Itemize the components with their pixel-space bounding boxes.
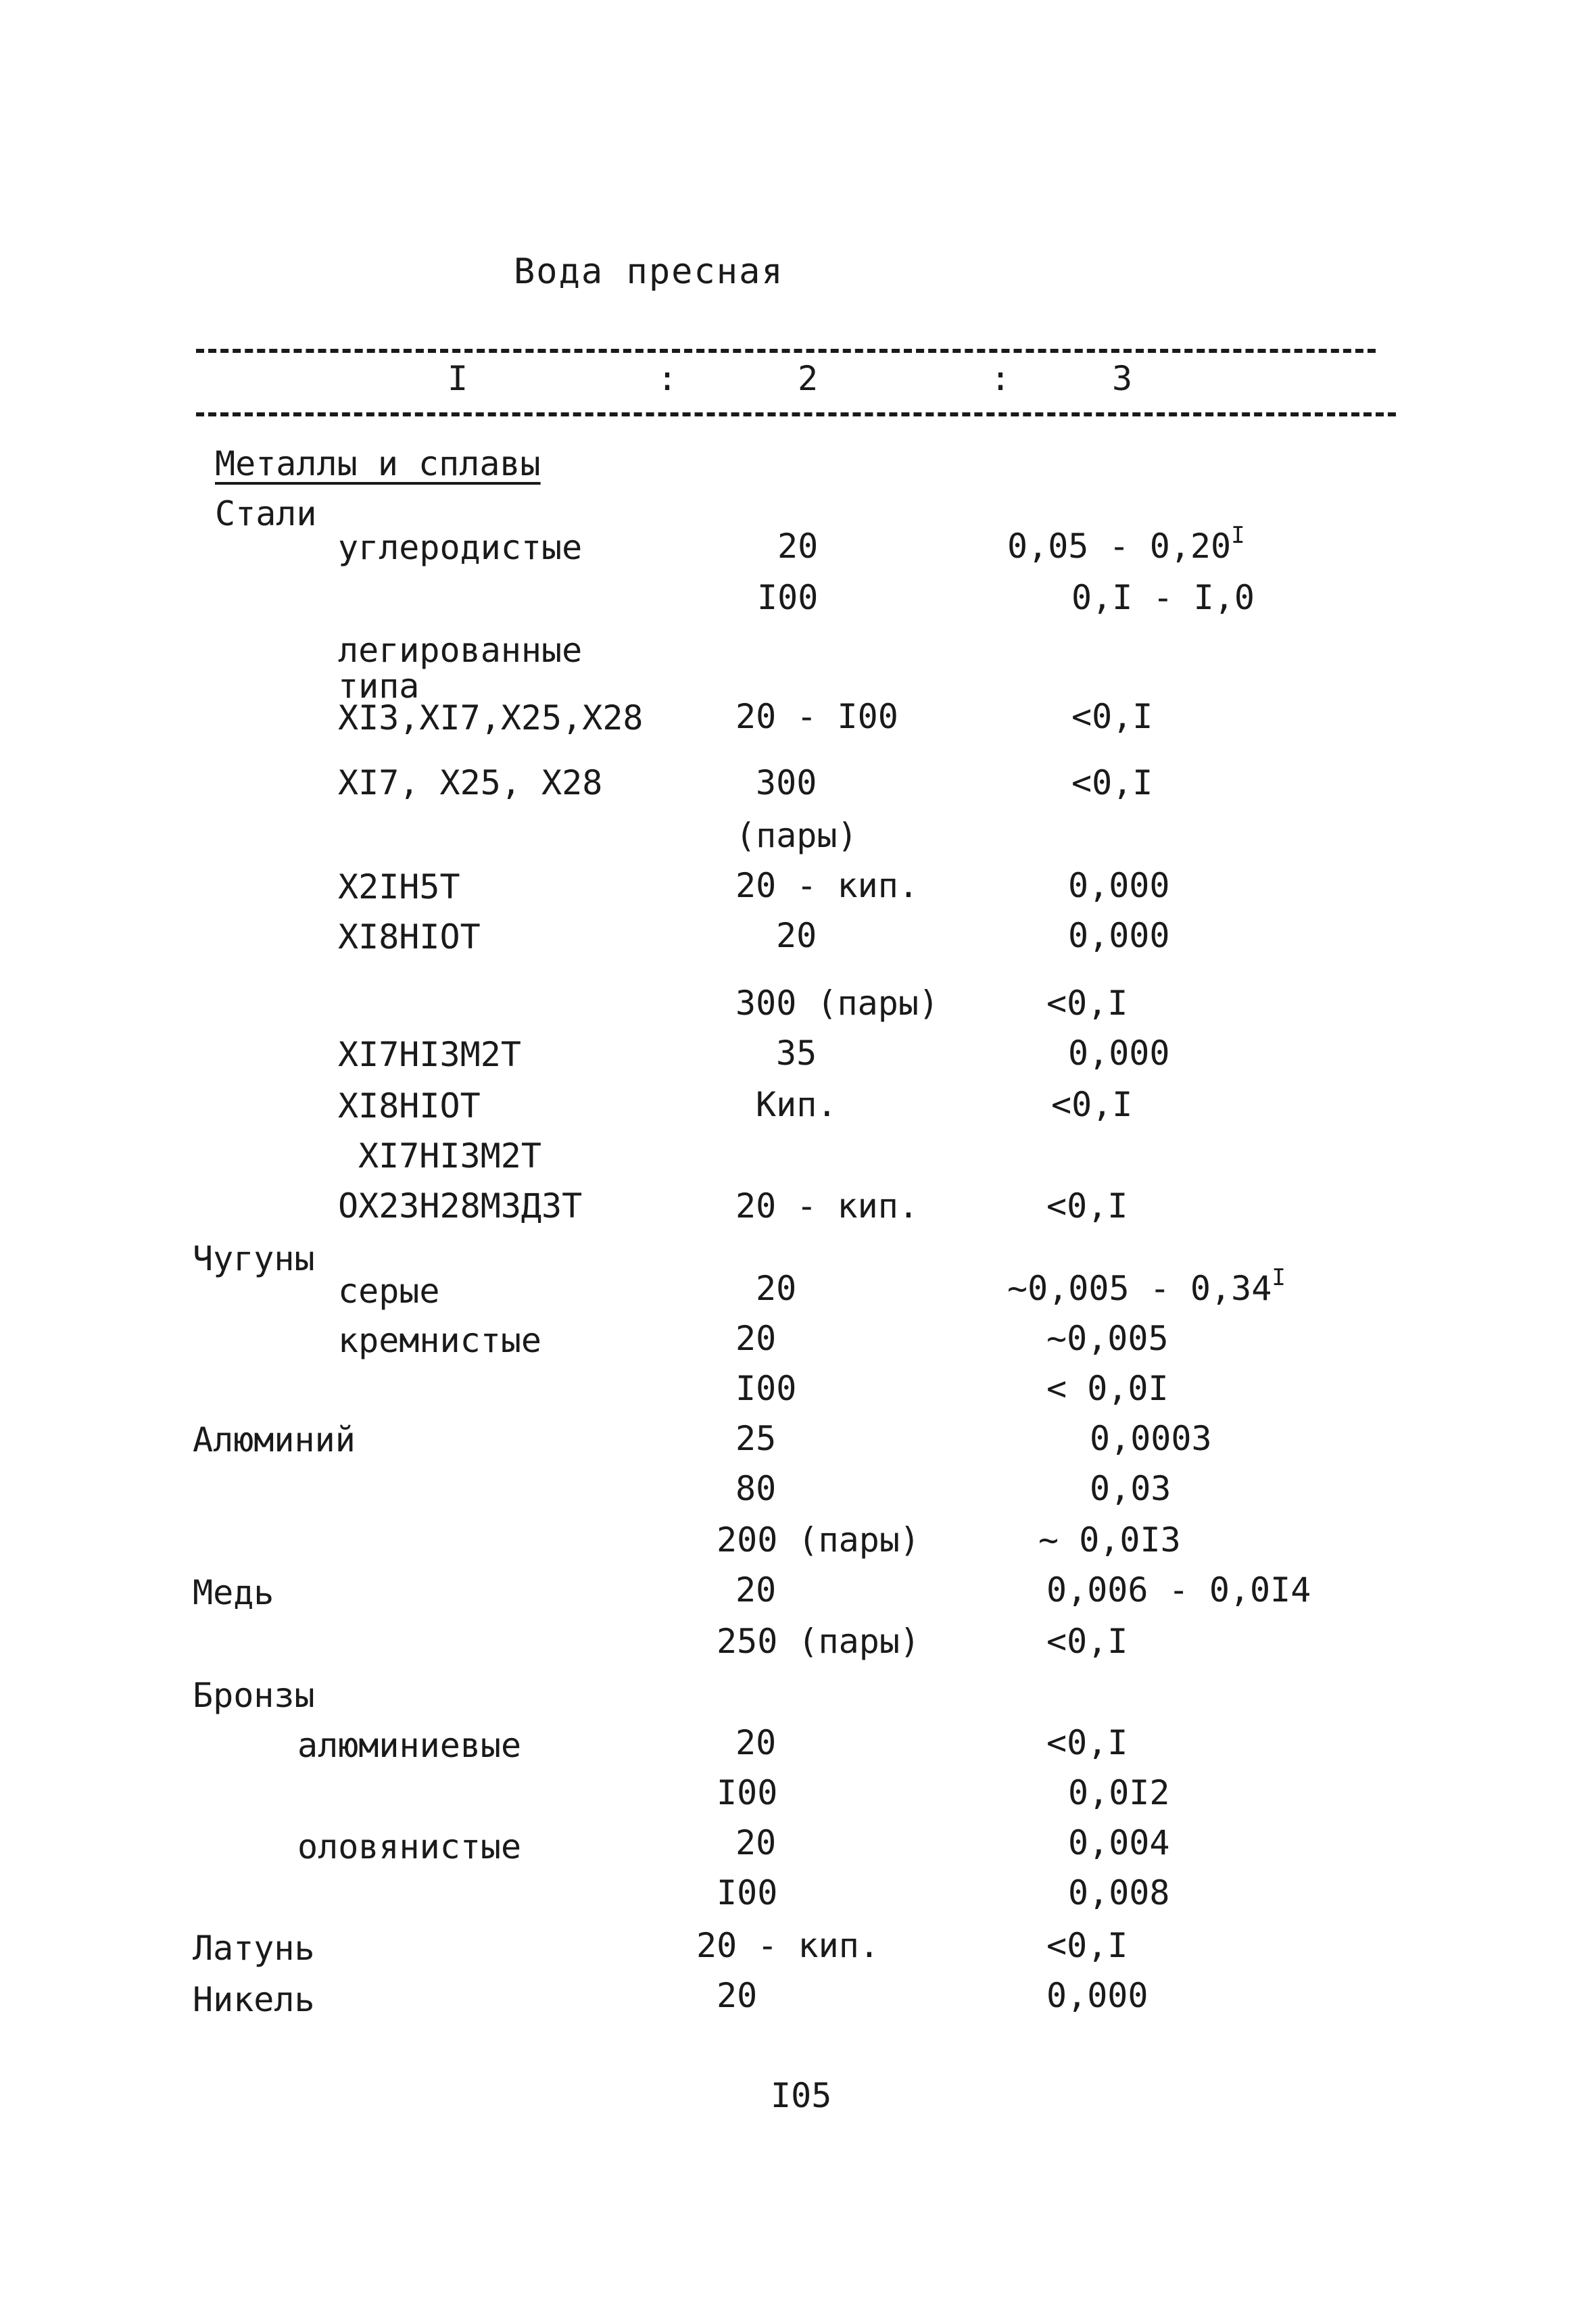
label-grade-8: OX23H28M3Д3T bbox=[338, 1186, 583, 1226]
col3-value-with-footnote bbox=[1007, 1264, 1286, 1309]
col2-value: I00 bbox=[717, 1873, 778, 1912]
section-heading: Металлы и сплавы bbox=[215, 444, 541, 483]
label-grey: серые bbox=[338, 1272, 440, 1311]
col3-value: <0,I bbox=[1071, 697, 1153, 736]
col3-value: ~0,005 - 0,34 bbox=[1007, 1269, 1272, 1308]
label-cast-irons: Чугуны bbox=[193, 1239, 315, 1278]
col2-value: 80 bbox=[735, 1469, 777, 1508]
col3-value: 0,006 - 0,0I4 bbox=[1046, 1570, 1311, 1610]
col3-value: <0,I bbox=[1046, 1186, 1128, 1226]
label-silicon: кремнистые bbox=[338, 1321, 542, 1360]
label-aluminium: Алюминий bbox=[193, 1420, 356, 1459]
col2-value: 20 bbox=[735, 1723, 777, 1762]
col2-value: (пары) bbox=[735, 816, 858, 855]
col3-value: 0,000 bbox=[1046, 1976, 1148, 2015]
col3-value: 0,0I2 bbox=[1068, 1773, 1170, 1812]
label-grade-5: XI7HI3M2T bbox=[338, 1035, 521, 1074]
col3-value: <0,I bbox=[1046, 1723, 1128, 1762]
col2-value: 20 - I00 bbox=[735, 697, 898, 736]
label-carbon-steel: углеродистые bbox=[338, 528, 583, 567]
col2-value: 20 bbox=[735, 1823, 777, 1862]
col2-value: 20 bbox=[735, 1319, 777, 1358]
col2-value: 20 bbox=[777, 527, 819, 566]
column-header-1: I bbox=[448, 359, 468, 398]
col2-value: 35 bbox=[776, 1034, 817, 1073]
header-rule-bottom bbox=[196, 412, 1396, 416]
col3-value: < 0,0I bbox=[1046, 1369, 1169, 1408]
col3-value: 0,05 - 0,20 bbox=[1007, 527, 1232, 566]
label-grade-1: XI3,XI7,X25,X28 bbox=[338, 698, 644, 738]
label-grade-7: XI7HI3M2T bbox=[358, 1136, 541, 1176]
footnote-mark: I bbox=[1272, 1264, 1286, 1291]
col2-value: Кип. bbox=[756, 1085, 838, 1124]
label-grade-6: XI8HIOT bbox=[338, 1086, 481, 1126]
col3-value: 0,000 bbox=[1068, 866, 1170, 905]
column-separator-2: : bbox=[990, 359, 1011, 398]
label-grade-2: XI7, X25, X28 bbox=[338, 763, 603, 802]
header-rule-top bbox=[196, 349, 1376, 353]
col3-value: 0,03 bbox=[1090, 1469, 1171, 1508]
label-type: типа bbox=[338, 667, 420, 706]
col3-value-with-footnote bbox=[1007, 522, 1245, 566]
col3-value: 0,000 bbox=[1068, 916, 1170, 955]
col3-value: <0,I bbox=[1046, 984, 1128, 1023]
col2-value: 200 (пары) bbox=[717, 1520, 921, 1560]
col3-value: <0,I bbox=[1046, 1622, 1128, 1661]
col3-value: ~0,005 bbox=[1046, 1319, 1169, 1358]
footnote-mark: I bbox=[1231, 522, 1245, 549]
label-bronzes: Бронзы bbox=[193, 1676, 315, 1715]
col3-value: 0,000 bbox=[1068, 1034, 1170, 1073]
col2-value: 25 bbox=[735, 1419, 777, 1458]
label-aluminium-bronze: алюминиевые bbox=[297, 1726, 522, 1765]
label-grade-4: XI8HIOT bbox=[338, 917, 481, 957]
col3-value: 0,008 bbox=[1068, 1873, 1170, 1912]
label-steels: Стали bbox=[215, 494, 317, 533]
column-header-2: 2 bbox=[798, 359, 819, 398]
col2-value: 300 bbox=[756, 763, 817, 802]
col2-value: 250 (пары) bbox=[717, 1622, 921, 1661]
page-title: Вода пресная bbox=[514, 251, 784, 292]
label-copper: Медь bbox=[193, 1573, 274, 1612]
label-alloyed: легированные bbox=[338, 631, 583, 670]
col2-value: 20 bbox=[776, 916, 817, 955]
column-header-3: 3 bbox=[1112, 359, 1133, 398]
col3-value: <0,I bbox=[1071, 763, 1153, 802]
col3-value: 0,0003 bbox=[1090, 1419, 1212, 1458]
column-separator-1: : bbox=[657, 359, 678, 398]
col3-value: <0,I bbox=[1046, 1926, 1128, 1965]
label-grade-3: X2IH5T bbox=[338, 867, 460, 907]
col2-value: 20 - кип. bbox=[696, 1926, 879, 1965]
col3-value: 0,I - I,0 bbox=[1071, 578, 1255, 617]
label-brass: Латунь bbox=[193, 1929, 315, 1968]
label-nickel: Никель bbox=[193, 1980, 315, 2019]
col2-value: 20 bbox=[756, 1269, 797, 1308]
col2-value: I00 bbox=[735, 1369, 797, 1408]
col2-value: I00 bbox=[717, 1773, 778, 1812]
col3-value: <0,I bbox=[1051, 1085, 1133, 1124]
col2-value: 20 - кип. bbox=[735, 1186, 919, 1226]
label-tin-bronze: оловянистые bbox=[297, 1827, 522, 1866]
col2-value: 20 bbox=[717, 1976, 758, 2015]
col3-value: 0,004 bbox=[1068, 1823, 1170, 1862]
page-number: I05 bbox=[771, 2076, 832, 2115]
col2-value: 20 - кип. bbox=[735, 866, 919, 905]
col2-value: 300 (пары) bbox=[735, 984, 940, 1023]
col2-value: I00 bbox=[757, 578, 819, 617]
col2-value: 20 bbox=[735, 1570, 777, 1610]
col3-value: ~ 0,0I3 bbox=[1038, 1520, 1181, 1560]
